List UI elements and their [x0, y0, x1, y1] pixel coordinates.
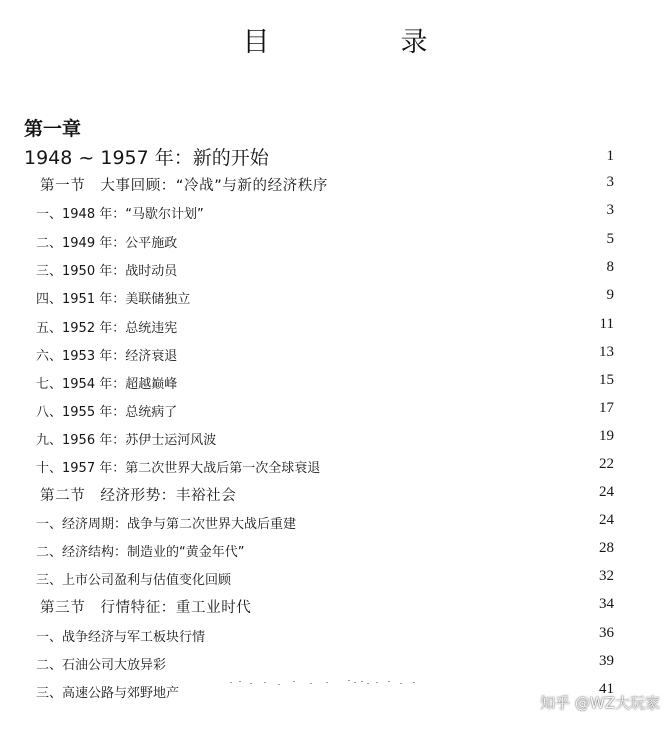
page-number: 8	[606, 259, 614, 275]
page-number: 5	[606, 231, 614, 247]
toc-item-row[interactable]	[0, 565, 640, 589]
item-title: 九、1956 年：苏伊士运河风波	[36, 433, 217, 448]
chapter-label: 第一章	[24, 118, 82, 140]
page-number: 3	[606, 202, 614, 218]
item-title: 二、经济结构：制造业的“黄金年代”	[36, 545, 245, 560]
toc-item-row[interactable]	[0, 509, 640, 533]
toc-section-row[interactable]	[0, 171, 640, 195]
toc-item-row[interactable]	[0, 369, 640, 393]
toc-item-row[interactable]	[0, 284, 640, 308]
toc-section-row[interactable]	[0, 593, 640, 617]
page-number: 24	[599, 512, 614, 528]
section-title: 第三节 行情特征：重工业时代	[40, 600, 252, 616]
toc-item-row[interactable]	[0, 622, 640, 646]
watermark-text: 知乎 @WZ大玩家	[540, 694, 660, 712]
item-title: 十、1957 年：第二次世界大战后第一次全球衰退	[36, 461, 321, 476]
toc-part-row[interactable]	[0, 143, 640, 167]
toc-item-row[interactable]	[0, 453, 640, 477]
item-title: 四、1951 年：美联储独立	[36, 292, 191, 307]
toc-item-row[interactable]	[0, 341, 640, 365]
toc-section-row[interactable]	[0, 481, 640, 505]
page-number: 22	[599, 456, 614, 472]
page-number: 1	[606, 148, 614, 164]
toc-item-row[interactable]	[0, 425, 640, 449]
page-number: 34	[599, 596, 614, 612]
page-number: 11	[599, 316, 614, 332]
page-number: 39	[599, 653, 614, 669]
item-title: 二、1949 年：公平施政	[36, 236, 178, 251]
item-title: 一、战争经济与军工板块行情	[36, 630, 206, 645]
page-number: 24	[599, 484, 614, 500]
part-title: 1948 ~ 1957 年：新的开始	[24, 147, 269, 169]
page-number: 32	[599, 568, 614, 584]
toc-item-row[interactable]	[0, 228, 640, 252]
section-title: 第一节 大事回顾：“冷战”与新的经济秩序	[40, 178, 329, 194]
toc-item-row[interactable]	[0, 256, 640, 280]
page-number: 3	[606, 174, 614, 190]
item-title: 六、1953 年：经济衰退	[36, 349, 178, 364]
page-number: 28	[599, 540, 614, 556]
section-title: 第二节 经济形势：丰裕社会	[40, 488, 237, 504]
toc-item-row[interactable]	[0, 397, 640, 421]
page-title: 目 录	[242, 27, 480, 58]
scan-specks	[230, 678, 430, 688]
item-title: 一、经济周期：战争与第二次世界大战后重建	[36, 517, 297, 532]
page-number: 36	[599, 625, 614, 641]
page-number: 15	[599, 372, 614, 388]
toc-item-row[interactable]	[0, 199, 640, 223]
item-title: 七、1954 年：超越巅峰	[36, 377, 178, 392]
toc-item-row[interactable]	[0, 650, 640, 674]
item-title: 八、1955 年：总统病了	[36, 405, 178, 420]
toc-item-row[interactable]	[0, 537, 640, 561]
item-title: 五、1952 年：总统违宪	[36, 321, 178, 336]
item-title: 三、高速公路与郊野地产	[36, 686, 180, 701]
item-title: 一、1948 年：“马歇尔计划”	[36, 207, 204, 222]
page-number: 9	[606, 287, 614, 303]
toc-item-row[interactable]	[0, 313, 640, 337]
page-number: 17	[599, 400, 614, 416]
page-number: 13	[599, 344, 614, 360]
page-number: 19	[599, 428, 614, 444]
item-title: 三、1950 年：战时动员	[36, 264, 178, 279]
page-number: 41	[599, 681, 614, 697]
item-title: 三、上市公司盈利与估值变化回顾	[36, 573, 232, 588]
item-title: 二、石油公司大放异彩	[36, 658, 167, 673]
watermark	[540, 692, 660, 713]
